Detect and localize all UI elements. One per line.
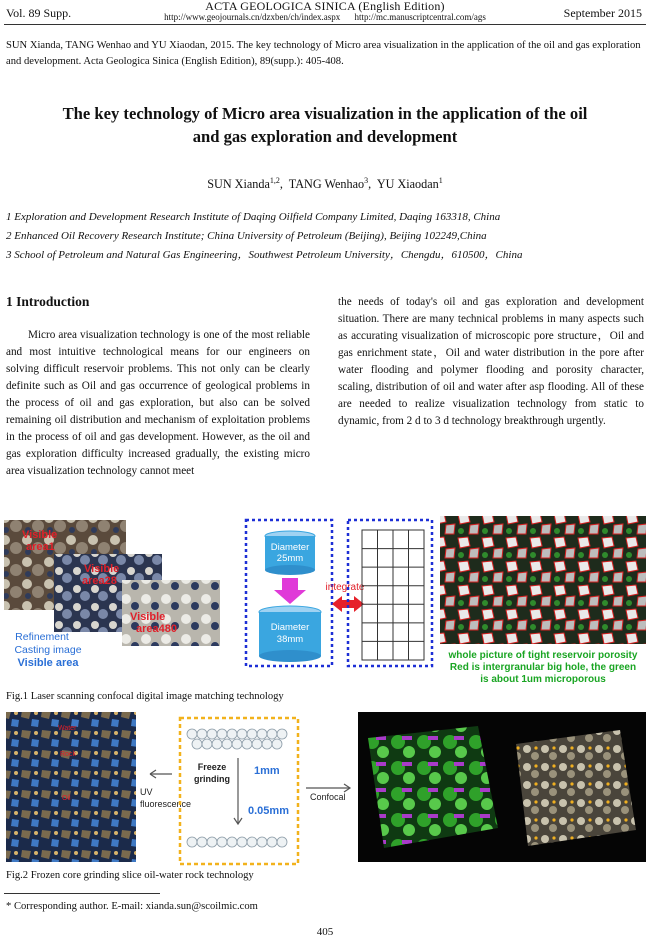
author-2-sup: 3 [364,176,369,185]
uv-image [6,712,136,862]
label-freeze: Freeze [197,762,227,772]
grid-box [348,520,432,666]
fig2-uv-micrograph [6,712,136,862]
label-0-05mm: 0.05mm [248,805,289,817]
fig2-confocal-renders [358,712,646,862]
porosity-image [440,516,646,644]
label-casting-image: Casting image [14,644,82,656]
grid-lines [362,530,424,660]
cylinder-bottom-25mm [265,565,315,575]
affiliation-1: 1 Exploration and Development Research Institute of Daqing Oilfield Company Limited, Daqing 163318, China [6,211,501,223]
author-2: TANG Wenhao [288,177,365,192]
label-oil: Oil [62,795,71,802]
fig2-confocal-arrow [306,784,350,802]
label-diameter-1: Diameter [270,542,310,553]
author-3: YU Xiaodan [376,177,439,192]
figure-1 [0,512,650,690]
figure-2-caption: Fig.2 Frozen core grinding slice oil-water rock technology [6,870,254,881]
cylinder-bottom-38mm [259,650,321,662]
header-rule [4,24,646,25]
confocal-render-1 [368,726,498,848]
header-center [0,0,650,23]
label-visible-3: Visible [130,611,166,623]
header-url-1[interactable]: http://www.geojournals.cn/dzxben/ch/index.aspx [164,12,341,22]
label-fluorescence: fluorescence [140,799,192,809]
figure-2 [0,708,650,868]
page-number: 405 [316,926,334,938]
footnote-rule [4,893,160,894]
header-urls [0,12,650,23]
title-line-1: The key technology of Micro area visualization in the application of the oil [62,104,588,123]
grain-row-top [187,729,287,749]
label-visible-1: Visible [22,529,58,541]
header-journal: ACTA GEOLOGICA SINICA (English Edition) [205,0,445,13]
label-red-intergranular: Red is intergranular big hole, the green [449,662,637,673]
label-uv: UV [140,787,153,797]
label-area28: area28 [82,575,117,587]
authors: SUN Xianda$^{1,2}$, TANG Wenhao$^3$, YU Xiaodan$^1$ [207,176,443,192]
label-whole-picture: whole picture of tight reservoir porosity [448,650,638,661]
affiliation-3: 3 School of Petroleum and Natural Gas Engineering，Southwest Petroleum University，Chengdu，610500，China [6,249,523,261]
fig1-porosity-picture [440,516,646,685]
footnote-corresponding-author: * Corresponding author. E-mail: xianda.sun@scoilmic.com [6,901,258,912]
figure-1-caption: Fig.1 Laser scanning confocal digital image matching technology [6,691,284,702]
label-visible-area: Visible area [17,657,79,669]
label-green-microporous: is about 1um microporous [480,674,606,685]
fig2-uv-arrow [140,770,191,809]
label-diameter-2: Diameter [270,622,310,633]
label-38mm: 38mm [276,634,304,645]
label-visible-2: Visible [84,563,120,575]
author-1-sup: 1,2 [269,176,280,185]
body-column-left: Micro area visualization technology is one of the most reliable and most intuitive technological means for our engineers on solving difficult reservoir problems. This not only can be clearly definite such as Oil and gas occurrence of geological problems in the process of oil and gas exploration, but also can be solved remaining oil distribution and mechanism of exploitation problems in the process of oil and gas development. However, as the oil and gas exploration difficulty increased gradually, the existing micro area visualization technology cannot meet [6,329,310,477]
header-date: September 2015 [563,6,642,20]
label-confocal: Confocal [310,792,346,802]
double-arrow [332,596,364,612]
label-25mm: 25mm [276,553,304,564]
fig2-freeze-panel [180,718,298,864]
section-heading-introduction: 1 Introduction [6,294,90,309]
confocal-render-2 [516,730,636,846]
body-column-right: the needs of today's oil and gas exploration and development situation. There are many technical problems in many aspects such as accurating visualization of microscopic pore structure，Oil and gas enrichment state，Oil and water distribution in the pore after water flooding and polymer flooding and porosity character, scaling, distribution of oil and water after asp flooding. All of these are needed to realize visualization technology from static to dynamic, from 2 d to 3 d technology breakthrough urgently. [338,296,644,427]
label-water: Water [58,725,77,732]
label-area1: area1 [26,541,55,553]
label-1mm: 1mm [254,765,280,777]
fig1-cylinders-panel [246,520,332,666]
paper-title [20,102,630,148]
fig1-grid-panel [348,520,432,666]
label-area480: area480 [136,623,177,635]
affiliations [6,208,646,265]
header-url-2[interactable]: http://mc.manuscriptcentral.com/ags [354,12,486,22]
header-volume: Vol. 89 Supp. [6,6,72,20]
down-arrow [274,578,306,604]
title-line-2: and gas exploration and development [192,127,458,146]
affiliation-2: 2 Enhanced Oil Recovery Research Institute; China University of Petroleum (Beijing), Beijing 102249,China [6,230,487,242]
fig1-micrographs [4,520,220,669]
citation: SUN Xianda, TANG Wenhao and YU Xiaodan, 2015. The key technology of Micro area visualization in the application of the oil and gas exploration and development. Acta Geologica Sinica (English Edition), 89(supp.): 405-408. [6,40,641,67]
label-grinding: grinding [194,774,230,784]
label-integrate: integrate [325,582,365,593]
label-rock: Rock [60,751,76,758]
author-1: SUN Xianda [207,177,270,192]
author-3-sup: 1 [438,176,443,185]
label-refinement: Refinement [15,631,69,643]
grain-row-bottom [187,837,287,847]
